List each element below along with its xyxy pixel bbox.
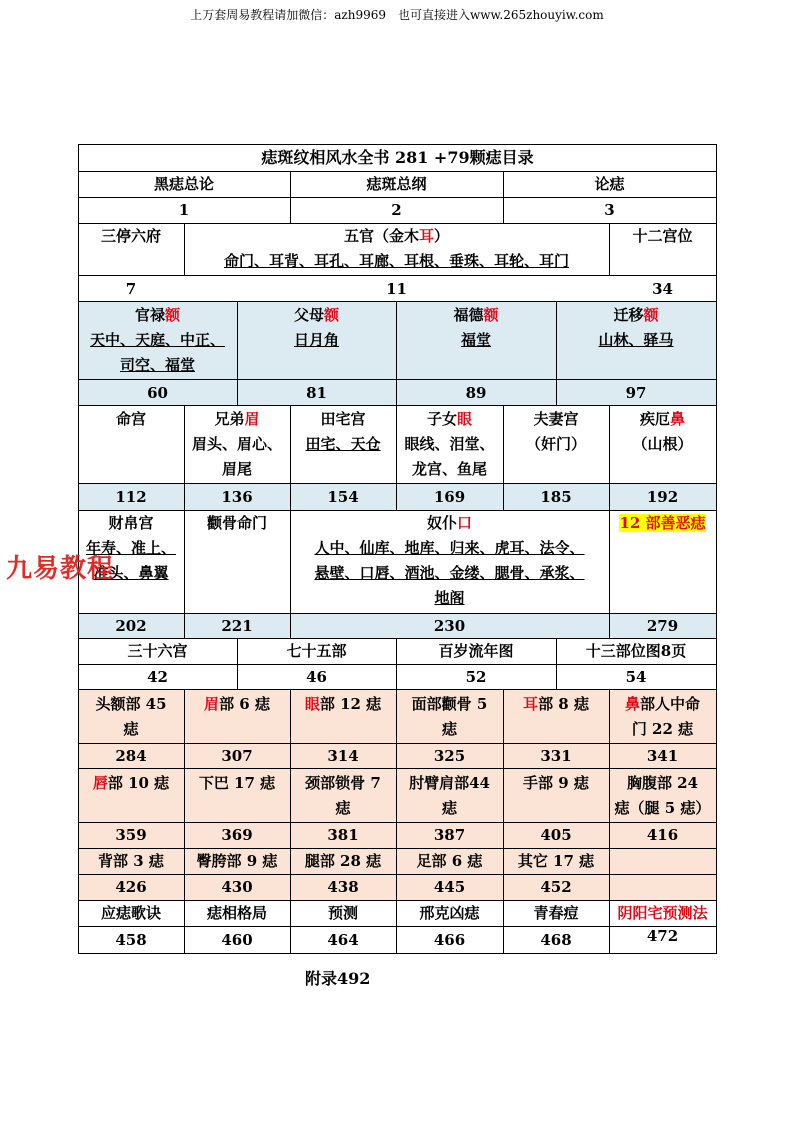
- page-num: 445: [433, 878, 466, 896]
- page-num: 279: [646, 617, 679, 635]
- page-num: 405: [540, 826, 572, 844]
- page-num: 34: [652, 280, 673, 298]
- page-num: 369: [221, 826, 253, 844]
- cell-beibu: 背部 3 痣: [98, 852, 164, 870]
- cell-santing-liufu: 三停六府: [100, 227, 161, 245]
- appendix-label: 附录492: [305, 969, 371, 988]
- cell-yinyangzhai: 阴阳宅预测法: [617, 904, 708, 922]
- cell-yuce: 预测: [327, 904, 358, 922]
- cell-fude: 福德额 福堂: [453, 306, 499, 349]
- page-num: 192: [646, 488, 679, 506]
- page-num: 185: [540, 488, 572, 506]
- page-num: 11: [386, 280, 407, 298]
- page-num: 89: [465, 384, 487, 402]
- page-num: 359: [115, 826, 147, 844]
- cell-minggong: 命宫: [115, 410, 146, 428]
- cell-meibu: 眉部 6 痣: [204, 695, 270, 713]
- cell-heizhi-zonglun: 黑痣总论: [153, 175, 214, 193]
- cell-xiongdi: 兄弟眉 眉头、眉心、 眉尾: [191, 410, 282, 478]
- cell-chunbu: 唇部 10 痣: [92, 774, 170, 792]
- page-num: 3: [604, 201, 615, 219]
- cell-13buwei: 十三部位图8页: [585, 642, 687, 660]
- page-num: 325: [433, 747, 466, 765]
- cell-shoubu: 手部 9 痣: [523, 774, 589, 792]
- cell-mianbu: 面部颧骨 5 痣: [411, 695, 488, 738]
- cell-nupu: 奴仆口 人中、仙库、地库、归来、虎耳、法令、 悬壁、口唇、酒池、金缕、腮骨、承浆、 地阁: [314, 514, 585, 607]
- cell-geju: 痣相格局: [206, 904, 267, 922]
- cell-xingke: 邢克凶痣: [419, 904, 480, 922]
- cell-liunian: 百岁流年图: [438, 642, 514, 660]
- page-num: 458: [115, 931, 147, 949]
- page-num: 430: [221, 878, 253, 896]
- cell-quangu: 颧骨命门: [206, 514, 267, 532]
- page-num: 154: [327, 488, 359, 506]
- watermark: 九易教程: [6, 554, 115, 584]
- cell-guanlu: 官禄额 天中、天庭、中正、 司空、福堂: [89, 306, 225, 374]
- page-num: 307: [221, 747, 253, 765]
- cell-qita: 其它 17 痣: [517, 852, 595, 870]
- page-num: 60: [147, 384, 168, 402]
- cell-xiongfu: 胸腹部 24 痣（腿 5 痣）: [614, 774, 711, 817]
- page-num: 112: [115, 488, 147, 506]
- page-header: 上万套周易教程请加微信：azh9969 也可直接进入www.265zhouyiw.com: [190, 8, 604, 22]
- page-num: 472: [646, 927, 679, 945]
- cell-36gong: 三十六宫: [127, 642, 188, 660]
- page-num: 466: [433, 931, 466, 949]
- page-num: 1: [178, 201, 190, 219]
- page-num: 381: [327, 826, 359, 844]
- cell-yanbu: 眼部 12 痣: [304, 695, 382, 713]
- cell-75bu: 七十五部: [286, 642, 347, 660]
- page-num: 426: [115, 878, 147, 896]
- cell-wuguan: 五官（金木耳） 命门、耳背、耳孔、耳廊、耳根、垂珠、耳轮、耳门: [223, 227, 569, 270]
- cell-zinv: 子女眼 眼线、泪堂、 龙宫、鱼尾: [404, 410, 495, 478]
- page-num: 169: [433, 488, 466, 506]
- cell-fumu: 父母额 日月角: [293, 306, 340, 349]
- page-num: 81: [306, 384, 327, 402]
- page-num: 464: [327, 931, 359, 949]
- cell-bibu: 鼻部人中命 门 22 痣: [624, 695, 701, 738]
- cell-lunzhi: 论痣: [594, 175, 625, 193]
- cell-xiaba: 下巴 17 痣: [198, 774, 276, 792]
- cell-jingbu: 颈部锁骨 7 痣: [305, 774, 381, 817]
- page-num: 331: [540, 747, 572, 765]
- cell-zhoubi: 肘臂肩部44 痣: [409, 774, 490, 817]
- page-num: 438: [327, 878, 359, 896]
- page-num: 452: [540, 878, 572, 896]
- table-title: 痣斑纹相风水全书 281 +79颗痣目录: [261, 148, 534, 167]
- cell-tuibu: 腿部 28 痣: [304, 852, 382, 870]
- cell-tunkua: 臀胯部 9 痣: [196, 852, 278, 870]
- cell-gejue: 应痣歌诀: [100, 904, 161, 922]
- cell-zhiban-zonggang: 痣斑总纲: [366, 175, 427, 193]
- page-num: 52: [465, 668, 487, 686]
- cell-erbu: 耳部 8 痣: [523, 695, 589, 713]
- page-num: 284: [115, 747, 147, 765]
- page-num: 221: [221, 617, 253, 635]
- cell-tianzhai: 田宅宫 田宅、天仓: [305, 410, 381, 453]
- page-num: 46: [306, 668, 327, 686]
- page-num: 387: [433, 826, 466, 844]
- page-num: 230: [433, 617, 466, 635]
- page-num: 7: [125, 280, 137, 298]
- page-num: 42: [147, 668, 168, 686]
- page-num: 54: [625, 668, 647, 686]
- cell-jie: 疾厄鼻 （山根）: [632, 410, 693, 453]
- page-num: 314: [327, 747, 359, 765]
- cell-shier-gongwei: 十二宫位: [632, 227, 693, 245]
- cell-12bu: 12 部善恶痣: [619, 514, 706, 532]
- page-num: 202: [115, 617, 147, 635]
- page-num: 468: [540, 931, 572, 949]
- page-num: 97: [625, 384, 647, 402]
- cell-caibo: 财帛宫 年寿、准上、 准头、鼻翼: [85, 514, 176, 582]
- cell-zubu: 足部 6 痣: [416, 852, 483, 870]
- page-num: 341: [646, 747, 679, 765]
- cell-toue: 头额部 45 痣: [95, 695, 167, 738]
- page-num: 136: [221, 488, 253, 506]
- page-num: 2: [391, 201, 402, 219]
- page-num: 416: [646, 826, 679, 844]
- cell-qianyi: 迁移额 山林、驿马: [598, 306, 674, 349]
- cell-qingchundou: 青春痘: [533, 904, 579, 922]
- page-num: 460: [221, 931, 253, 949]
- cell-fuqi: 夫妻宫 （奸门）: [525, 410, 586, 453]
